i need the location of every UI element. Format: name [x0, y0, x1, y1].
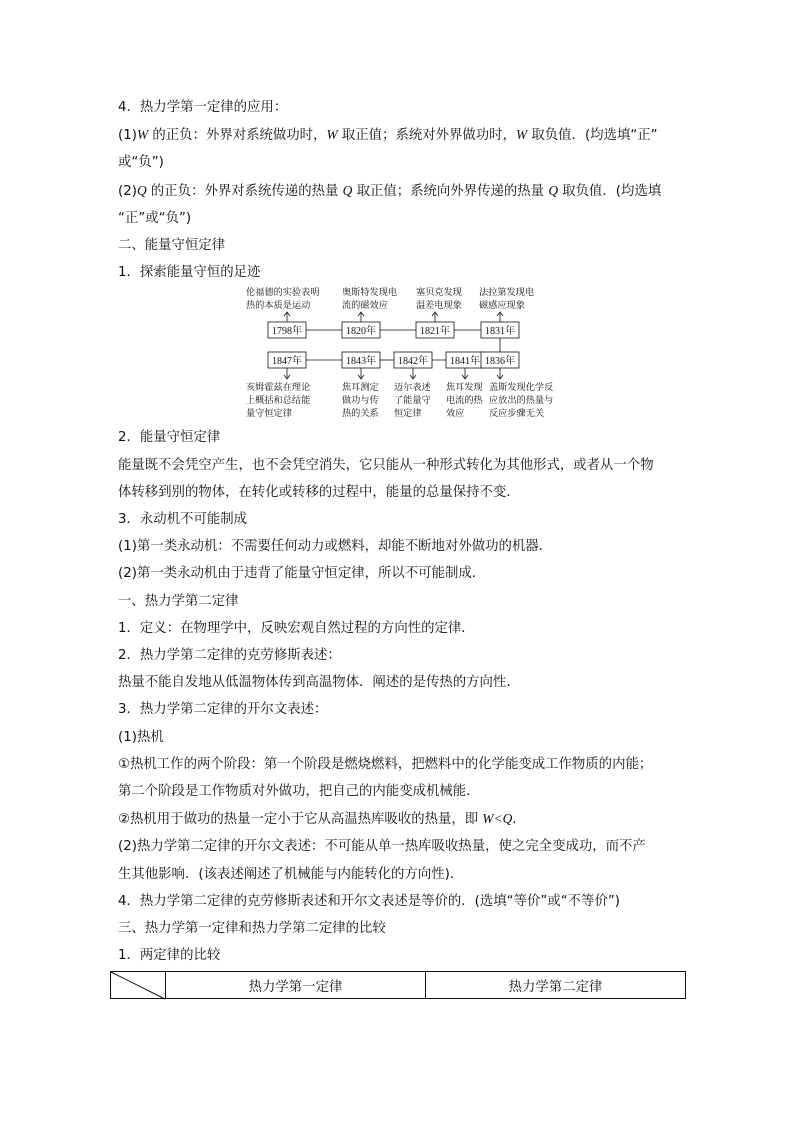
w-sign-line-continued: 或“负”): [118, 155, 164, 171]
symbol-q: Q: [342, 182, 353, 198]
subheading-energy-law: 2．能量守恒定律: [118, 430, 221, 446]
clausius-statement: 热量不能自发地从低温物体传到高温物体．阐述的是传热的方向性．: [118, 675, 520, 691]
second-law-definition: 1．定义：在物理学中，反映宏观自然过程的方向性的定律．: [118, 620, 475, 636]
w-sign-line: (1)W 的正负：外界对系统做功时，W 取正值；系统对外界做功时，W 取负值．(均选填“正”: [118, 127, 658, 144]
year-1843: 1843年: [346, 356, 376, 368]
note-1836-line1: 盖斯发现化学反: [489, 382, 554, 394]
note-1841-line2: 电流的热: [446, 395, 483, 407]
energy-conservation-timeline-figure: [118, 286, 684, 424]
clausius-heading: 2．热力学第二定律的克劳修斯表述：: [118, 648, 341, 664]
note-1836-line2: 应放出的热量与: [489, 395, 554, 407]
subheading-energy-history: 1．探索能量守恒的足迹: [118, 265, 261, 281]
note-1842-line3: 恒定律: [394, 408, 422, 420]
note-1798-line2: 热的本质是运动: [246, 300, 311, 312]
comparison-table: [110, 971, 686, 999]
year-1847: 1847年: [272, 356, 302, 368]
year-1831: 1831年: [485, 326, 515, 338]
equivalence-statement: 4．热力学第二定律的克劳修斯表述和开尔文表述是等价的．(选填“等价”或“不等价”): [118, 893, 620, 909]
note-1831-line2: 磁感应现象: [479, 300, 525, 312]
diagonal-corner-cell: [111, 972, 166, 999]
note-1836-line3: 反应步骤无关: [489, 408, 545, 420]
note-1842-line1: 迈尔表述: [394, 382, 431, 394]
energy-law-line2: 体转移到别的物体，在转化或转移的过程中，能量的总量保持不变．: [118, 484, 520, 500]
note-1820-line1: 奥斯特发现电: [342, 287, 398, 299]
section-heading-first-law-application: 4．热力学第一定律的应用：: [118, 100, 288, 115]
heat-engine-heading: (1)热机: [118, 729, 164, 745]
note-1843-line3: 热的关系: [342, 408, 379, 420]
note-1847-line2: 上概括和总结能: [246, 395, 311, 407]
subheading-comparison: 1．两定律的比较: [118, 948, 221, 964]
inequality-w-less-q: W<Q: [482, 811, 513, 827]
symbol-w: W: [136, 127, 149, 143]
diagonal-line: [111, 972, 165, 999]
symbol-w: W: [515, 127, 528, 143]
engine-heat-line: ②热机用于做功的热量一定小于它从高温热库吸收的热量，即 W<Q.: [118, 811, 517, 828]
note-1843-line1: 焦耳测定: [342, 382, 379, 394]
engine-stages-line1: ①热机工作的两个阶段：第一个阶段是燃烧燃料，把燃料中的化学能变成工作物质的内能；: [118, 756, 653, 772]
timeline-diagram: [246, 286, 554, 424]
note-1821-line2: 温差电现象: [416, 300, 462, 312]
section-heading-second-law: 一、热力学第二定律: [118, 593, 239, 609]
note-1821-line1: 塞贝克发现: [416, 287, 462, 299]
kelvin-statement-line1: (2)热力学第二定律的开尔文表述：不可能从单一热库吸收热量，使之完全变成功，而不产: [118, 839, 646, 855]
note-1842-line2: 了能量守: [394, 395, 431, 407]
note-1841-line1: 焦耳发现: [446, 382, 483, 394]
section-heading-comparison: 三、热力学第一定律和热力学第二定律的比较: [118, 921, 386, 937]
year-1798: 1798年: [272, 326, 302, 338]
note-1820-line2: 流的磁效应: [342, 300, 388, 312]
note-1831-line1: 法拉第发现电: [479, 287, 535, 299]
perpetual-motion-reason: (2)第一类永动机由于违背了能量守恒定律，所以不可能制成．: [118, 566, 486, 582]
note-1841-line3: 效应: [446, 408, 465, 420]
year-1842: 1842年: [398, 356, 428, 368]
document-body: [118, 94, 684, 999]
note-1843-line2: 做功与传: [342, 395, 379, 407]
engine-stages-line2: 第二个阶段是工作物质对外做功，把自己的内能变成机械能．: [118, 784, 480, 800]
header-first-law: 热力学第一定律: [166, 972, 426, 999]
section-heading-energy-conservation: 二、能量守恒定律: [118, 238, 226, 254]
kelvin-heading: 3．热力学第二定律的开尔文表述：: [118, 702, 328, 718]
symbol-w: W: [326, 127, 338, 143]
kelvin-statement-line2: 生其他影响．(该表述阐述了机械能与内能转化的方向性)．: [118, 866, 464, 882]
year-1836: 1836年: [485, 356, 515, 368]
symbol-q: Q: [136, 182, 147, 198]
q-sign-line-continued: “正”或“负”): [118, 210, 192, 226]
perpetual-motion-def: (1)第一类永动机：不需要任何动力或燃料，却能不断地对外做功的机器．: [118, 539, 553, 555]
note-1798-line1: 伦福德的实验表明: [246, 287, 320, 299]
year-1820: 1820年: [346, 326, 376, 338]
table-header-row: [111, 972, 686, 999]
year-1821: 1821年: [420, 326, 450, 338]
note-1847-line3: 量守恒定律: [246, 408, 292, 420]
header-second-law: 热力学第二定律: [426, 972, 686, 999]
year-1841: 1841年: [450, 356, 480, 368]
symbol-q: Q: [548, 182, 558, 198]
q-sign-line: (2)Q 的正负：外界对系统传递的热量 Q 取正值；系统向外界传递的热量 Q 取负值．(均选填: [118, 182, 662, 199]
note-1847-line1: 亥姆霍兹在理论: [246, 382, 311, 394]
energy-law-line1: 能量既不会凭空产生，也不会凭空消失，它只能从一种形式转化为其他形式，或者从一个物: [118, 457, 654, 473]
subheading-perpetual-motion: 3．永动机不可能制成: [118, 512, 248, 528]
